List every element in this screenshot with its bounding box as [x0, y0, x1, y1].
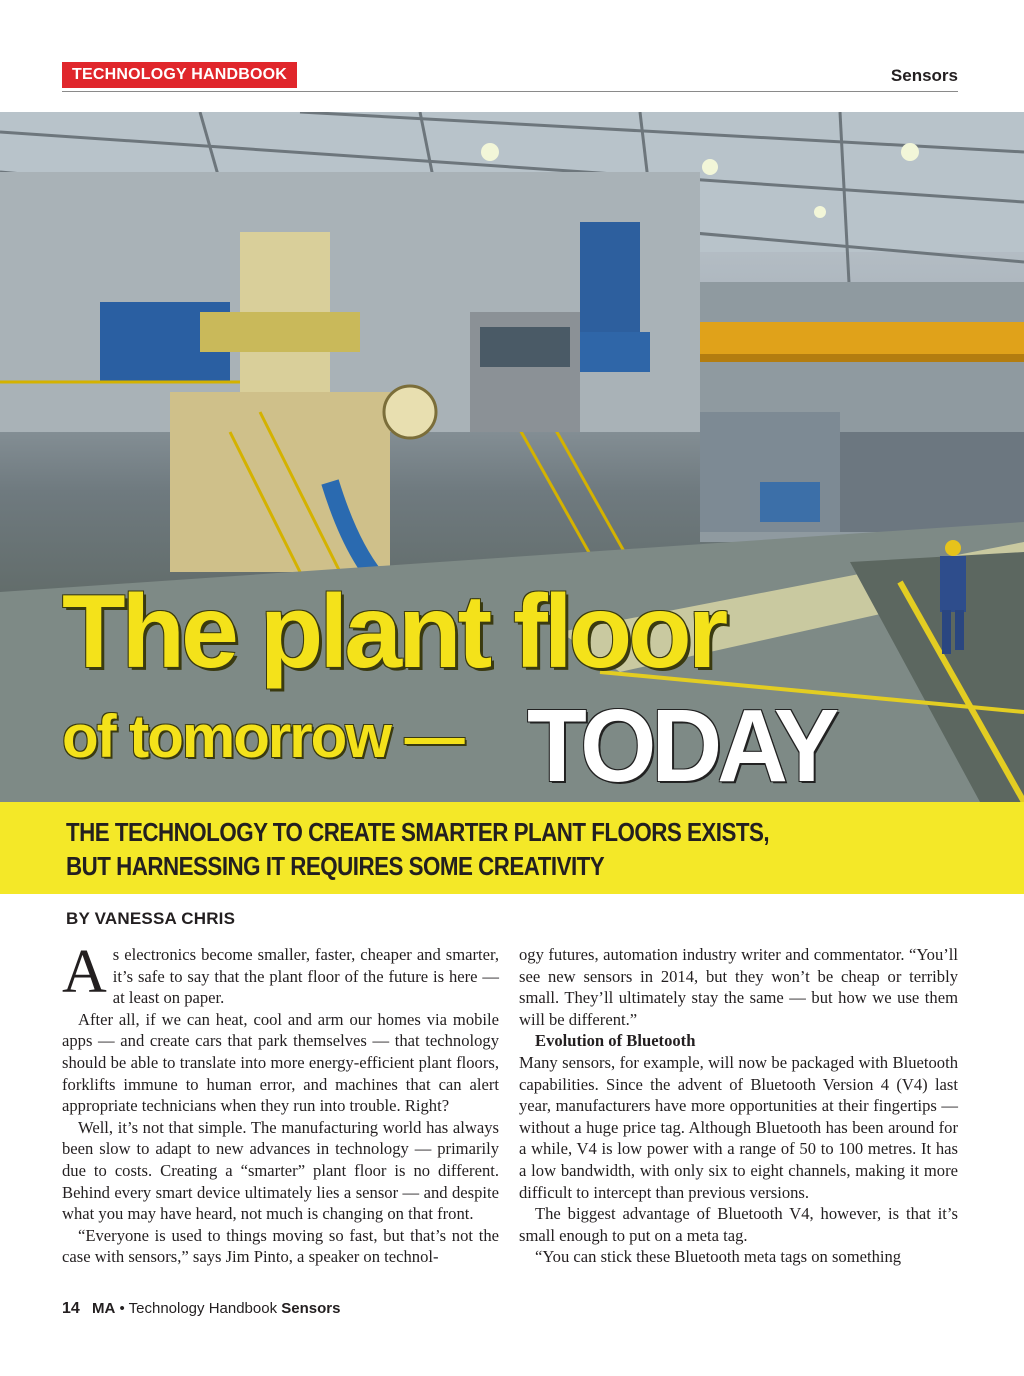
handbook-name: Technology Handbook [128, 1300, 278, 1317]
headline-line-1: The plant floor [62, 574, 725, 690]
subheading: Evolution of Bluetooth [535, 1031, 696, 1051]
hero-photo [0, 112, 1024, 802]
header-divider [62, 91, 958, 92]
paragraph: After all, if we can heat, cool and arm our homes via mobile apps — and create cars that park themselves — that technology should be able to translate into more energy-efficient plant floors, forklifts immune to human error, and machines that can alert appropriate technicians when they run into trouble. Right? [62, 1009, 499, 1116]
paragraph: ogy futures, automation industry writer and commentator. “You’ll see new sensors in 2014, but they won’t be cheap or terribly small. They’ll ultimately stay the same — but how we use them will be different.” [519, 945, 958, 1029]
paragraph: The biggest advantage of Bluetooth V4, however, is that it’s small enough to put on a meta tag. [519, 1204, 958, 1245]
footer-section: Sensors [281, 1300, 341, 1317]
article-column-left [62, 938, 499, 1268]
section-name: Sensors [890, 66, 958, 85]
deck-line-1: THE TECHNOLOGY TO CREATE SMARTER PLANT FLOORS EXISTS, [66, 817, 770, 847]
page-footer [62, 1300, 340, 1318]
byline: BY VANESSA CHRIS [66, 909, 236, 928]
publication-name: MA [91, 1300, 116, 1317]
paragraph: Well, it’s not that simple. The manufacturing world has always been slow to adapt to new advances in technology — primarily due to costs. Creating a “smarter” plant floor is no different. Behind every smart device ultimately lies a sensor — and despite what you may have heard, not much is changing on that front. [62, 1117, 499, 1224]
section-tag: TECHNOLOGY HANDBOOK [62, 62, 297, 88]
paragraph: “Everyone is used to things moving so fast, but that’s not the case with sensors,” says Jim Pinto, a speaker on technol- [62, 1225, 499, 1267]
page-number: 14 [62, 1300, 80, 1317]
factory-floor-illustration [0, 112, 1024, 802]
paragraph [62, 938, 499, 1009]
headline-line-2: of tomorrow — [62, 703, 463, 770]
paragraph: Many sensors, for example, will now be packaged with Bluetooth capabilities. Since the advent of Bluetooth Version 4 (V4) last year, manufacturers have more opportunities at their fingertips — without a huge price tag. Although Bluetooth has been around for a while, V4 is low power with a range of 50 to 100 metres. It has a low bandwidth, with only six to eight channels, making it more difficult to intercept than previous versions. [519, 1052, 958, 1202]
footer-separator: • [119, 1300, 125, 1317]
article-column-right [519, 944, 958, 1268]
drop-cap: A [62, 938, 107, 1006]
deck-line-2: BUT HARNESSING IT REQUIRES SOME CREATIVITY [66, 851, 605, 881]
paragraph: “You can stick these Bluetooth meta tags on something [535, 1247, 902, 1267]
headline-today: TODAY [527, 687, 835, 802]
paragraph-text: s electronics become smaller, faster, cheaper and smarter, it’s safe to say that the plant floor of the future is here — at least on paper. [112, 945, 499, 1008]
deck-band [0, 802, 1024, 894]
